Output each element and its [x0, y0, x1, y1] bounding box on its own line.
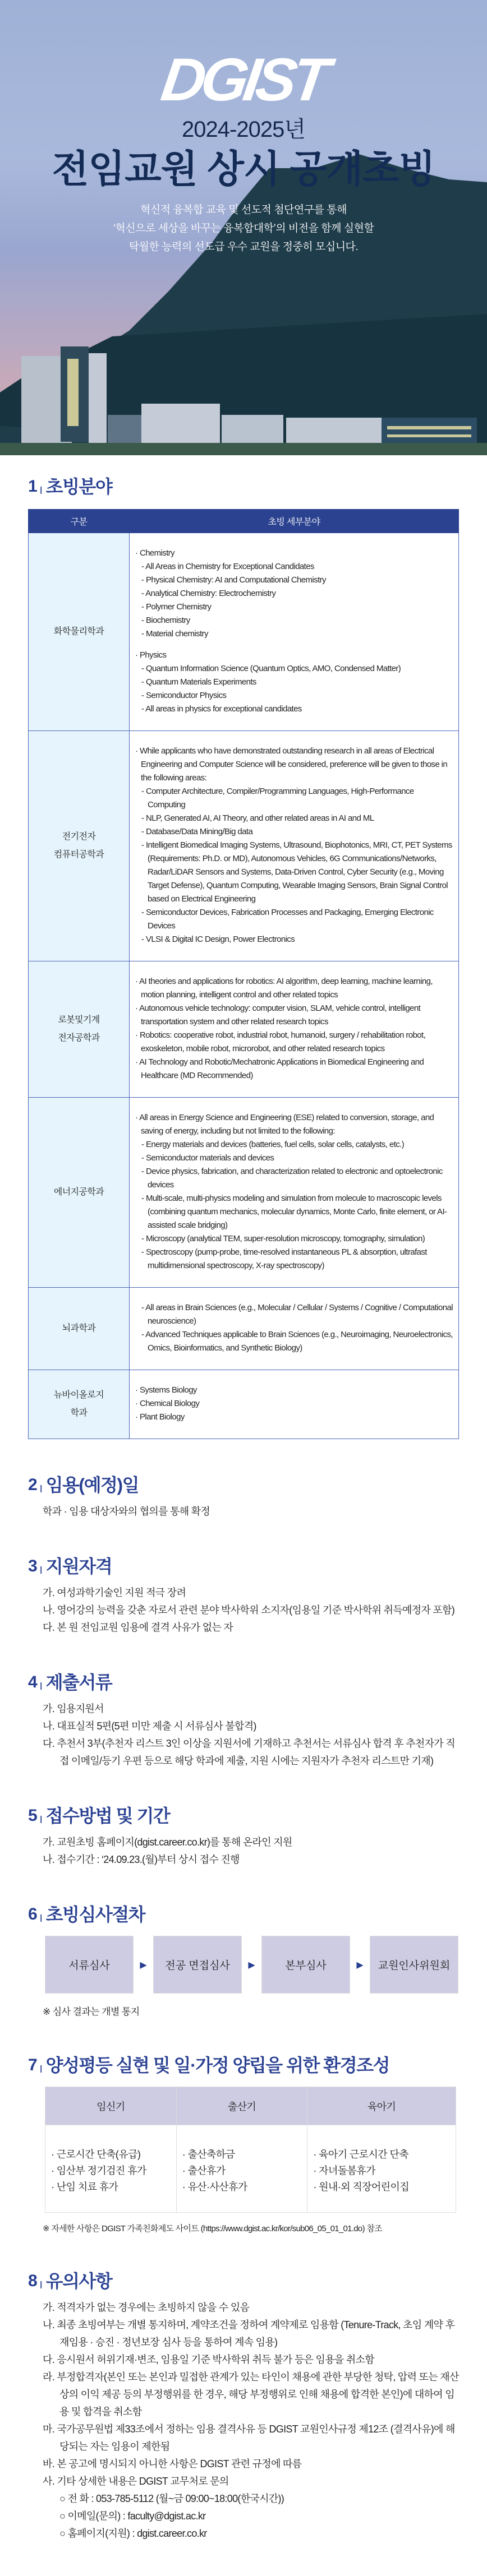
section-title: 유의사항 — [45, 2271, 112, 2291]
list-item — [43, 1503, 459, 1520]
item-label: 다. — [43, 1622, 54, 1633]
field-item: · AI theories and applications for robotics: AI algorithm, deep learning, machine learning, motion planning, intelligent control and other related topics — [135, 977, 433, 1000]
list-item — [43, 2421, 459, 2455]
field-item: - Device physics, fabrication, and characterization related to electronic and optoelectronic devices — [141, 1167, 443, 1190]
item-text: 학과 · 임용 대상자와의 협의를 통해 확정 — [43, 1506, 210, 1517]
item-text: 교원초빙 홈페이지(dgist.career.co.kr)를 통해 온라인 지원 — [57, 1837, 292, 1848]
item-text: 최종 초빙여부는 개별 통지하며, 계약조건을 정하여 계약제로 임용함 (Tenure-Track, 초임 계약 후 재임용 · 승진 · 정년보장 심사 등을 통하여 계속 임용) — [57, 2319, 455, 2348]
process-flow — [45, 1936, 459, 1994]
hero-title: 전임교원 상시 공개초빙 — [52, 148, 435, 191]
section-number: 5 — [28, 1806, 37, 1825]
field-item: - Semiconductor Devices, Fabrication Processes and Packaging, Emerging Electronic Devices — [141, 908, 434, 931]
field-details — [130, 1370, 459, 1439]
section-title: 초빙심사절차 — [45, 1904, 145, 1925]
work-family-table — [45, 2087, 456, 2213]
section-notes — [28, 2270, 459, 2542]
field-item: - Energy materials and devices (batteries, fuel cells, solar cells, catalysts, etc.) — [141, 1140, 405, 1149]
item-label: 가. — [43, 1587, 54, 1598]
section-number: 3 — [28, 1557, 37, 1575]
section-title: 임용(예정)일 — [45, 1475, 139, 1495]
item-text: 대표실적 5편(5편 미만 제출 시 서류심사 불합격) — [57, 1721, 256, 1732]
field-item: - All areas in Brain Sciences (e.g., Molecular / Cellular / Systems / Cognitive / Computational neuroscience) — [141, 1303, 453, 1326]
hero-year: 2024-2025년 — [182, 117, 305, 142]
department-label: 뇌과학과 — [62, 1324, 96, 1333]
section-number: 4 — [28, 1673, 37, 1691]
field-item: - Quantum Materials Experiments — [141, 677, 256, 687]
family-site-note: ※ 자세한 사항은 DGIST 가족친화제도 사이트 (https://www.dgist.ac.kr/kor/sub06_05_01_01.do) 참조 — [43, 2224, 382, 2233]
field-item: · AI Technology and Robotic/Mechatronic Applications in Biomedical Engineering and Healthcare (MD Recommended) — [135, 1057, 424, 1080]
field-item: - Physical Chemistry: AI and Computational Chemistry — [141, 575, 326, 585]
department-label: 화학물리학과 — [53, 627, 104, 636]
department-label: 로봇및기계 — [58, 1015, 100, 1025]
section-title: 지원자격 — [45, 1556, 112, 1576]
field-item: - All Areas in Chemistry for Exceptional Candidates — [141, 562, 314, 571]
divider: | — [40, 1681, 42, 1690]
field-item: - Spectroscopy (pump-probe, time-resolved instantaneous PL & absorption, ultrafast multidimensional spectroscopy, X-ray spectroscopy) — [141, 1247, 427, 1270]
item-text: 기타 상세한 내용은 DGIST 교무처로 문의 — [57, 2476, 229, 2487]
list-item — [43, 2473, 459, 2490]
contact-item[interactable]: ○ 홈페이지(지원) : dgist.career.co.kr — [59, 2528, 207, 2539]
benefit-item: · 자녀돌봄휴가 — [313, 2165, 375, 2176]
field-item: · While applicants who have demonstrated outstanding research in all areas of Electrical Engineering and Computer Science will be considered, preference will be given to those in the following areas: — [135, 746, 448, 783]
section-title: 접수방법 및 기간 — [45, 1806, 170, 1826]
field-item: - Analytical Chemistry: Electrochemistry — [141, 589, 276, 598]
department — [29, 961, 130, 1098]
field-item: - Database/Data Mining/Big data — [141, 827, 253, 836]
field-item: - Microscopy (analytical TEM, super-resolution microscopy, tomography, simulation) — [141, 1234, 425, 1243]
list-item — [43, 2455, 459, 2473]
table-row — [29, 533, 459, 731]
field-item: - Polymer Chemistry — [141, 602, 212, 612]
department-label: 전자공학과 — [58, 1033, 100, 1043]
department-label: 전기전자 — [62, 832, 96, 841]
hero-banner — [0, 0, 487, 455]
item-text: 국가공무원법 제33조에서 정하는 임용 결격사유 등 DGIST 교원인사규정 제12조 (결격사유)에 해당되는 자는 임용이 제한됨 — [57, 2424, 455, 2452]
department — [29, 731, 130, 961]
department — [29, 533, 130, 731]
item-label: 바. — [43, 2458, 54, 2469]
item-label: 나. — [43, 2319, 54, 2330]
field-item: - Semiconductor Physics — [141, 691, 227, 700]
list-item — [43, 1851, 459, 1869]
list-item — [43, 1834, 459, 1851]
item-label: 다. — [43, 1738, 54, 1749]
section-documents — [28, 1671, 459, 1770]
department-label: 학과 — [70, 1408, 88, 1418]
section-number: 2 — [28, 1476, 37, 1494]
field-item: · Physics — [135, 650, 167, 660]
column-header: 구분 — [29, 510, 130, 533]
section-appointment-date — [28, 1474, 459, 1520]
subtitle-line: ‘혁신으로 세상을 바꾸는 융복합대학’의 비전을 함께 실현할 — [113, 223, 374, 234]
section-heading — [28, 475, 459, 498]
list-item — [43, 1700, 459, 1718]
section-number: 6 — [28, 1905, 37, 1923]
field-item: - All areas in physics for exceptional candidates — [141, 704, 302, 714]
process-step: 서류심사 — [45, 1936, 134, 1994]
table-row — [29, 1370, 459, 1439]
field-item: · Robotics: cooperative robot, industrial robot, humanoid, surgery / rehabilitation robot, exoskeleton, mobile robot, microrobot, and other related research topics — [135, 1030, 426, 1053]
arrow-right-icon: ▶ — [140, 1960, 147, 1970]
benefit-cell — [45, 2125, 177, 2213]
subtitle-line: 탁월한 능력의 선도급 우수 교원을 정중히 모십니다. — [128, 241, 359, 253]
field-details — [130, 533, 459, 731]
dgist-logo: DGIST — [157, 45, 330, 113]
list-item — [43, 1735, 459, 1770]
field-item: · Systems Biology — [135, 1385, 197, 1395]
section-number: 1 — [28, 477, 37, 496]
benefit-item: · 육아기 근로시간 단축 — [313, 2149, 409, 2160]
item-text: 본 원 전임교원 임용에 결격 사유가 없는 자 — [57, 1622, 233, 1633]
field-item: - Advanced Techniques applicable to Brain Sciences (e.g., Neuroimaging, Neuroelectronics, Omics, Bioinformatics, and Synthetic Biology) — [141, 1330, 453, 1353]
field-item: - Biochemistry — [141, 616, 190, 625]
section-heading — [28, 1474, 459, 1496]
section-heading — [28, 1903, 459, 1926]
field-item: · All areas in Energy Science and Engineering (ESE) related to conversion, storage, and saving of energy, including but not limited to the following: — [135, 1113, 434, 1136]
field-item: - NLP, Generated AI, AI Theory, and other related areas in AI and ML — [141, 813, 374, 823]
list-item — [43, 2369, 459, 2421]
divider: | — [40, 2279, 42, 2288]
item-text: 적격자가 없는 경우에는 초빙하지 않을 수 있음 — [57, 2302, 250, 2313]
item-label: 가. — [43, 1837, 54, 1848]
section-review-process — [28, 1903, 459, 2019]
section-heading — [28, 1671, 459, 1694]
list-item — [43, 1619, 459, 1636]
department-label: 뉴바이올로지 — [53, 1390, 104, 1400]
process-step: 전공 면접심사 — [153, 1936, 242, 1994]
process-step: 본부심사 — [261, 1936, 350, 1994]
field-item: · Chemistry — [135, 548, 175, 558]
section-qualifications — [28, 1555, 459, 1636]
content — [0, 455, 487, 2576]
table-row — [29, 731, 459, 961]
section-fields — [28, 475, 459, 1439]
column-header: 출산기 — [176, 2087, 307, 2125]
list-item — [43, 2351, 459, 2369]
subtitle-line: 혁신적 융복합 교육 및 선도적 첨단연구를 통해 — [140, 204, 347, 216]
field-item: - Computer Architecture, Compiler/Programming Languages, High-Performance Computing — [141, 787, 414, 810]
benefit-item: · 출산휴가 — [182, 2165, 226, 2176]
field-item: - Quantum Information Science (Quantum Optics, AMO, Condensed Matter) — [141, 664, 401, 673]
item-text: 여성과학기술인 지원 적극 장려 — [57, 1587, 186, 1598]
list-item — [43, 1584, 459, 1602]
column-header: 육아기 — [307, 2087, 456, 2125]
field-item: · Autonomous vehicle technology: computer vision, SLAM, vehicle control, intelligent transportation system and other related research topics — [135, 1003, 421, 1026]
benefit-cell — [307, 2125, 456, 2213]
section-number: 8 — [28, 2272, 37, 2290]
section-number: 7 — [28, 2056, 37, 2074]
section-application — [28, 1805, 459, 1869]
contact-item: ○ 전 화 : 053-785-5112 (월~금 09:00~18:00(한국시간)) — [59, 2493, 284, 2504]
field-details — [130, 961, 459, 1098]
list-item — [43, 2299, 459, 2316]
section-heading — [28, 2270, 459, 2292]
section-heading — [28, 1805, 459, 1827]
list-item — [43, 2316, 459, 2351]
item-text: 본 공고에 명시되지 아니한 사항은 DGIST 관련 규정에 따름 — [57, 2458, 302, 2469]
item-label: 다. — [43, 2354, 54, 2365]
contact-item[interactable]: ○ 이메일(문의) : faculty@dgist.ac.kr — [59, 2510, 206, 2522]
field-details — [130, 1098, 459, 1288]
arrow-right-icon: ▶ — [356, 1960, 364, 1970]
table-row — [29, 1098, 459, 1288]
item-label: 라. — [43, 2371, 54, 2383]
section-heading — [28, 1555, 459, 1578]
column-header: 임신기 — [45, 2087, 177, 2125]
item-text: 접수기간 : ‘24.09.23.(월)부터 상시 접수 진행 — [57, 1854, 240, 1865]
field-item: - Material chemistry — [141, 629, 208, 639]
divider: | — [40, 1913, 42, 1922]
section-title: 초빙분야 — [45, 477, 112, 497]
benefit-item: · 임산부 정기검진 휴가 — [51, 2165, 146, 2176]
department — [29, 1098, 130, 1288]
item-text: 추천서 3부(추천자 리스트 3인 이상을 지원서에 기재하고 추천서는 서류심사 합격 후 추천자가 직접 이메일/등기 우편 등으로 해당 학과에 제출, 지원 시에는 지원자가 추천자 리스트만 기재) — [57, 1738, 455, 1766]
hero-subtitle — [0, 201, 487, 256]
item-label: 나. — [43, 1604, 54, 1616]
process-step: 교원인사위원회 — [370, 1936, 458, 1994]
item-text: 부정합격자(본인 또는 본인과 밀접한 관계가 있는 타인이 채용에 관한 부당한 청탁, 압력 또는 재산상의 이익 제공 등의 부정행위를 한 경우, 해당 부정행위로 인해 채용에 합격한 본인)에 대하여 임용 및 합격을 취소함 — [57, 2371, 459, 2417]
item-text: 영어강의 능력을 갖춘 자로서 관련 분야 박사학위 소지자(임용일 기준 박사학위 취득예정자 포함) — [57, 1604, 455, 1616]
divider: | — [40, 1483, 42, 1492]
table-row — [29, 1288, 459, 1370]
item-label: 나. — [43, 1854, 54, 1865]
section-title: 제출서류 — [45, 1672, 112, 1692]
field-item: - Intelligent Biomedical Imaging Systems, Ultrasound, Biophotonics, MRI, CT, PET Systems (Requirements: Ph.D. or MD), Autonomous Vehicles, 6G Communications/Networks, Radar/LiDAR Sensors and Systems, Data-Driven Control, Cyber Security (e.g., Moving Target Defense), Quantum Computing, Wearable Imaging Sensors, Brain Signal Control based on Electrical Engineering — [141, 840, 452, 904]
arrow-right-icon: ▶ — [248, 1960, 255, 1970]
list-item — [43, 1602, 459, 1619]
benefit-item: · 근로시간 단축(유급) — [51, 2149, 141, 2160]
field-item: - VLSI & Digital IC Design, Power Electronics — [141, 935, 295, 944]
column-header: 초빙 세부분야 — [130, 510, 459, 533]
item-label: 나. — [43, 1721, 54, 1732]
table-row — [29, 961, 459, 1098]
field-item: - Multi-scale, multi-physics modeling and simulation from molecule to macroscopic levels (combining quantum mechanics, molecular dynamics, Monte Carlo, finite element, or AI-assisted scale bridging) — [141, 1194, 447, 1230]
divider: | — [40, 485, 42, 494]
field-details — [130, 731, 459, 961]
department-label: 에너지공학과 — [53, 1187, 104, 1197]
benefit-item: · 원내·외 직장어린이집 — [313, 2181, 410, 2193]
field-item: - Semiconductor materials and devices — [141, 1153, 274, 1163]
list-item — [43, 1718, 459, 1735]
item-label: 가. — [43, 2302, 54, 2313]
benefit-item: · 난임 치료 휴가 — [51, 2181, 118, 2193]
item-text: 응시원서 허위기재·변조, 임용일 기준 박사학위 취득 불가 등은 임용을 취소함 — [57, 2354, 374, 2365]
field-details — [130, 1288, 459, 1370]
section-work-family — [28, 2054, 459, 2235]
item-label: 가. — [43, 1703, 54, 1714]
review-note: ※ 심사 결과는 개별 통지 — [43, 2006, 140, 2017]
fields-table — [28, 509, 459, 1439]
table-row — [45, 2125, 456, 2213]
benefit-item: · 출산축하금 — [182, 2149, 235, 2160]
item-text: 임용지원서 — [57, 1703, 104, 1714]
section-heading — [28, 2054, 459, 2076]
item-label: 사. — [43, 2476, 54, 2487]
department — [29, 1288, 130, 1370]
divider: | — [40, 1814, 42, 1823]
field-item: · Plant Biology — [135, 1412, 185, 1422]
benefit-cell — [176, 2125, 307, 2213]
field-item: · Chemical Biology — [135, 1399, 200, 1408]
department — [29, 1370, 130, 1439]
divider: | — [40, 1565, 42, 1574]
divider: | — [40, 2064, 42, 2073]
department-label: 컴퓨터공학과 — [53, 850, 104, 859]
item-label: 마. — [43, 2424, 54, 2435]
benefit-item: · 유산·사산휴가 — [182, 2181, 247, 2193]
section-title: 양성평등 실현 및 일·가정 양립을 위한 환경조성 — [45, 2055, 389, 2075]
